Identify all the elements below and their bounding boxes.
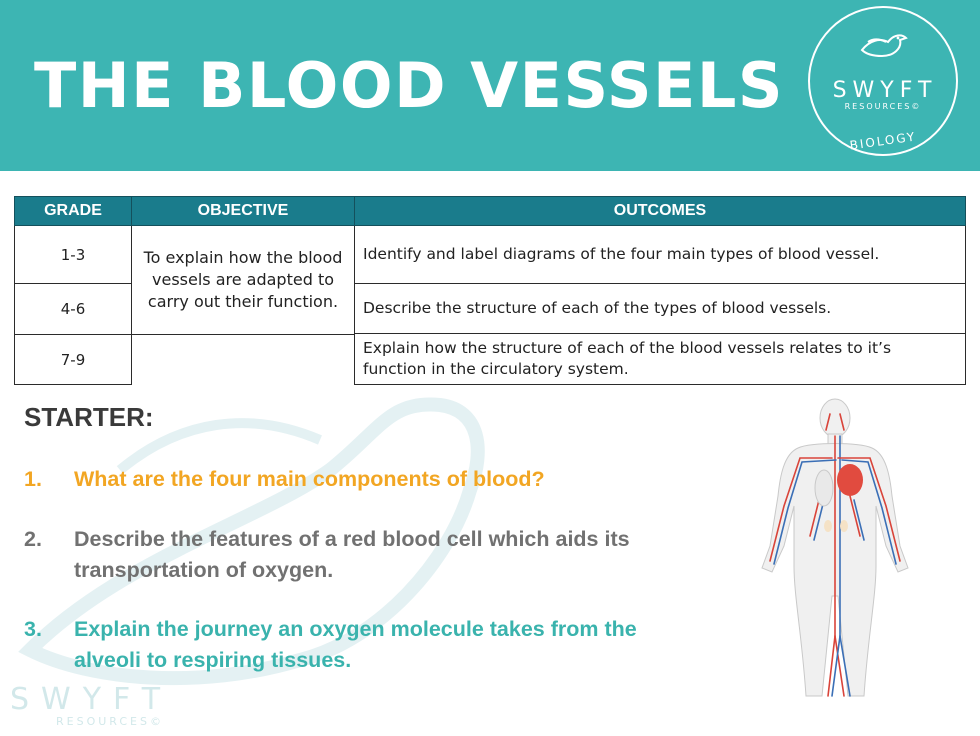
starter-title: STARTER: [24,402,154,432]
table-row [15,226,966,284]
header-banner [0,0,980,171]
swyft-biology-badge [808,6,958,156]
badge-subject: BIOLOGY [848,129,918,153]
bird-logo-icon [858,30,910,60]
grade-cell: 7-9 [15,335,132,385]
grade-cell: 1-3 [15,226,132,284]
circulatory-system-icon [740,396,930,714]
header-objective: OBJECTIVE [132,197,355,226]
table-header-row [15,197,966,226]
objective-cell: To explain how the blood vessels are adapted to carry out their function. [132,226,355,335]
question-text: What are the four main components of blood? [74,467,545,491]
outcome-cell: Describe the structure of each of the types of blood vessels. [355,284,966,334]
outcome-cell: Identify and label diagrams of the four main types of blood vessel. [355,226,966,284]
badge-brand: SWYFT [832,78,938,103]
outcome-cell: Explain how the structure of each of the blood vessels relates to it’s function in the circulatory system. [355,334,966,385]
footer-sub: RESOURCES© [56,715,164,728]
header-grade: GRADE [15,197,132,226]
grade-cell: 4-6 [15,284,132,335]
page-title: THE BLOOD VESSELS [34,49,785,122]
question-text: Explain the journey an oxygen molecule takes from the alveoli to respiring tissues. [74,617,637,672]
question-number: 1. [24,467,42,491]
header-outcomes: OUTCOMES [355,197,966,226]
question-number: 2. [24,527,42,551]
question-text: Describe the features of a red blood cell which aids its transportation of oxygen. [74,527,630,582]
footer-brand: SWYFT [10,682,173,717]
question-number: 3. [24,617,42,641]
objectives-table [14,196,966,385]
badge-sub: RESOURCES© [844,102,922,111]
